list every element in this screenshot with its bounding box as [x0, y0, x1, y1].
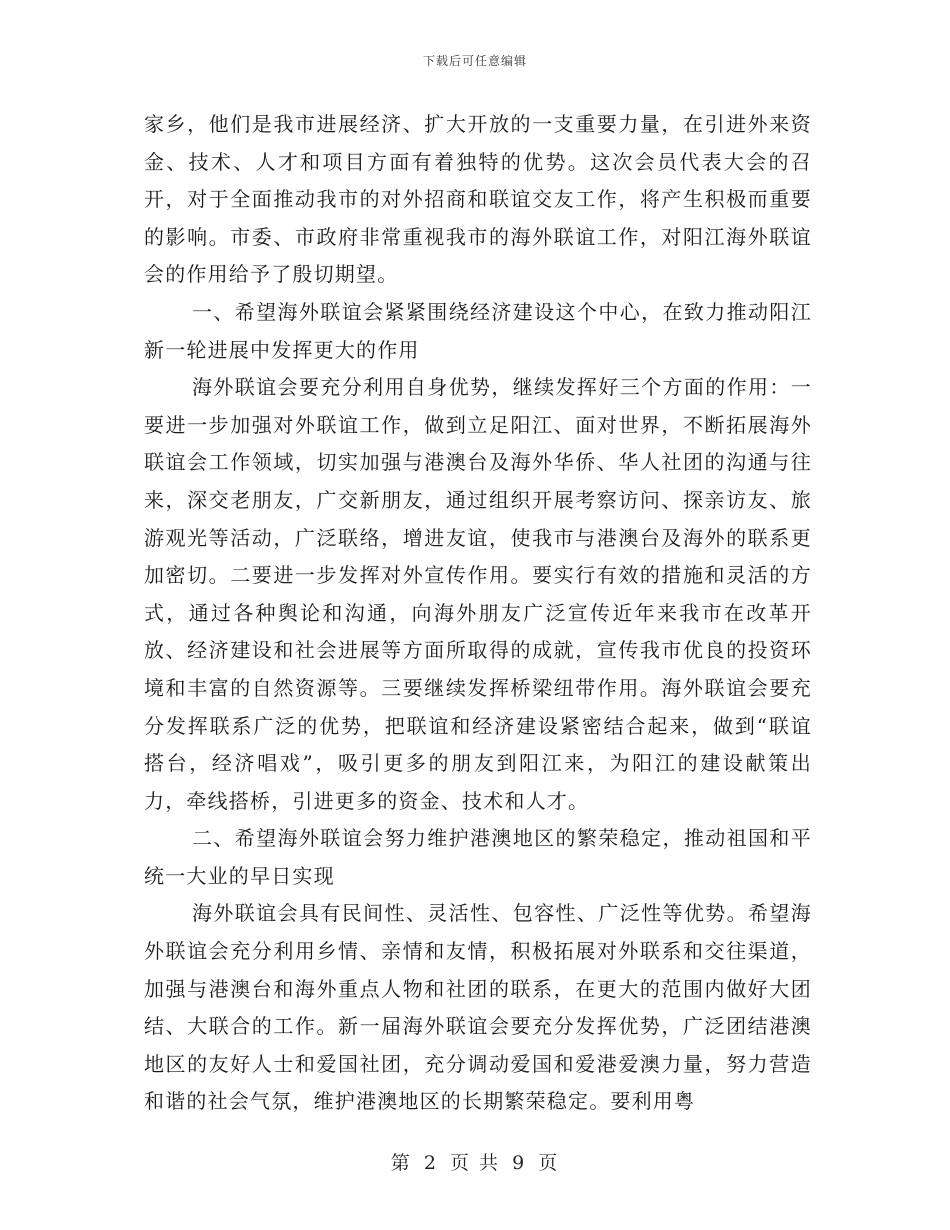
footer-middle: 页 共	[449, 1152, 501, 1174]
paragraph-3: 海外联谊会具有民间性、灵活性、包容性、广泛性等优势。希望海外联谊会充分利用乡情、亲情和友情，积极拓展对外联系和交往渠道，加强与港澳台和海外重点人物和社团的联系，在更大的范围内做好大团结、大联合的工作。新一届海外联谊会要充分发挥优势，广泛团结港澳地区的友好人士和爱国社团，充分调动爱国和爱港爱澳力量，努力营造和谐的社会气氛，维护港澳地区的长期繁荣稳定。要利用粤	[144, 901, 812, 1114]
section-heading-2: 二、希望海外联谊会努力维护港澳地区的繁荣稳定，推动祖国和平统一大业的早日实现	[144, 826, 812, 888]
footer-page-number: 2	[423, 1152, 438, 1174]
page-header: 下载后可任意编辑	[422, 54, 527, 68]
footer-total-pages: 9	[512, 1152, 527, 1174]
document-body	[144, 106, 812, 1121]
paragraph-1: 家乡，他们是我市进展经济、扩大开放的一支重要力量，在引进外来资金、技术、人才和项目方面有着独特的优势。这次会员代表大会的召开，对于全面推动我市的对外招商和联谊交友工作，将产生积极而重要的影响。市委、市政府非常重视我市的海外联谊工作，对阳江海外联谊会的作用给予了殷切期望。	[144, 112, 812, 287]
paragraph-2: 海外联谊会要充分利用自身优势，继续发挥好三个方面的作用：一要进一步加强对外联谊工作，做到立足阳江、面对世界，不断拓展海外联谊会工作领域，切实加强与港澳台及海外华侨、华人社团的沟通与往来，深交老朋友，广交新朋友，通过组织开展考察访问、探亲访友、旅游观光等活动，广泛联络，增进友谊，使我市与港澳台及海外的联系更加密切。二要进一步发挥对外宣传作用。要实行有效的措施和灵活的方式，通过各种舆论和沟通，向海外朋友广泛宣传近年来我市在改革开放、经济建设和社会进展等方面所取得的成就，宣传我市优良的投资环境和丰富的自然资源等。三要继续发挥桥梁纽带作用。海外联谊会要充分发挥联系广泛的优势，把联谊和经济建设紧密结合起来，做到“联谊搭台，经济唱戏”，吸引更多的朋友到阳江来，为阳江的建设献策出力，牵线搭桥，引进更多的资金、技术和人才。	[144, 375, 812, 813]
section-heading-1: 一、希望海外联谊会紧紧围绕经济建设这个中心，在致力推动阳江新一轮进展中发挥更大的作用	[144, 299, 812, 362]
footer-suffix: 页	[538, 1152, 560, 1174]
page-footer	[0, 1148, 950, 1175]
footer-prefix: 第	[390, 1152, 412, 1174]
